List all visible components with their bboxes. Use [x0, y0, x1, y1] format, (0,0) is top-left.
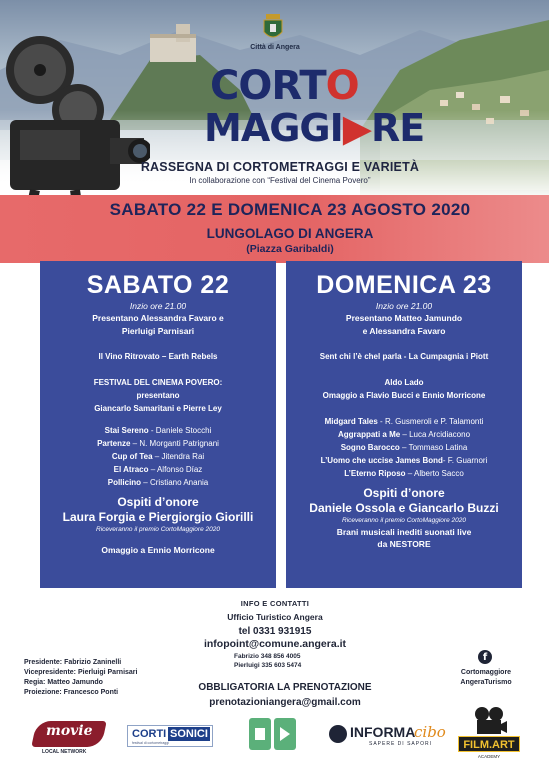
- saturday-guests-heading: Ospiti d’onore: [117, 495, 199, 509]
- saturday-hosts-line2: Pierluigi Parnisari: [121, 326, 195, 336]
- sunday-tribute: Omaggio a Flavio Bucci e Ennio Morricone: [322, 391, 486, 400]
- festival-hosts: Giancarlo Samaritani e Pierre Ley: [94, 404, 222, 413]
- booking-required: OBBLIGATORIA LA PRENOTAZIONE: [198, 682, 372, 693]
- list-item: Cup of Tea – Jitendra Rai: [111, 452, 205, 461]
- staff-credits: [24, 658, 137, 698]
- sunday-award-note: Riceveranno il premio CortoMaggiore 2020: [342, 517, 466, 524]
- sunday-music-line2: da NESTORE: [377, 539, 431, 549]
- facebook-icon[interactable]: f: [478, 650, 492, 664]
- staff-vicepresident: Vicepresidente: Pierluigi Parnisari: [24, 669, 138, 676]
- list-item: Aggrappati a Me – Luca Arcidiacono: [337, 430, 471, 439]
- booking-email[interactable]: prenotazioniangera@gmail.com: [209, 697, 361, 708]
- list-item: Pollicino – Cristiano Anania: [107, 478, 209, 487]
- facebook-page-line2: AngeraTurismo: [460, 679, 512, 686]
- phone-pierluigi[interactable]: Pierluigi 335 603 5474: [234, 662, 302, 669]
- sponsor-cortisonici-logo: CORTI SONICI festival di cortometraggi: [127, 725, 213, 747]
- sunday-program: [286, 261, 522, 588]
- list-item: L’Uomo che uccise James Bond- F. Guarnori: [320, 456, 488, 465]
- play-icon: ▶: [342, 106, 371, 150]
- festival-presentano: presentano: [136, 391, 180, 400]
- logo-text-re: RE: [370, 106, 425, 150]
- sponsor-filmart-logo: FILM.ART ACADEMY: [454, 706, 524, 764]
- sunday-guest-aldo: Aldo Lado: [384, 378, 424, 387]
- staff-projection: Proiezione: Francesco Ponti: [24, 689, 119, 696]
- contact-title: INFO E CONTATTI: [240, 599, 310, 608]
- saturday-award-note: Riceveranno il premio CortoMaggiore 2020: [96, 526, 220, 533]
- facebook-page-line1: Cortomaggiore: [460, 669, 512, 676]
- logo-text-o: O: [325, 63, 359, 109]
- sunday-hosts-line1: Presentano Matteo Jamundo: [345, 313, 463, 323]
- contact-phone[interactable]: tel 0331 931915: [238, 626, 312, 637]
- staff-director: Regia: Matteo Jamundo: [24, 679, 103, 686]
- sponsor-hands-logo: [249, 718, 297, 750]
- saturday-hosts-line1: Presentano Alessandra Favaro e: [92, 313, 224, 323]
- logo-text-maggi: MAGGI: [204, 106, 343, 150]
- play-icon: [249, 718, 297, 750]
- logo-text-corto: CORT: [210, 63, 326, 109]
- staff-president: Presidente: Fabrizio Zaninelli: [24, 659, 122, 666]
- event-location: LUNGOLAGO DI ANGERA: [206, 226, 374, 241]
- event-dates: SABATO 22 E DOMENICA 23 AGOSTO 2020: [109, 200, 471, 219]
- film-camera-icon: [472, 706, 508, 736]
- facebook-page[interactable]: [448, 668, 524, 688]
- contact-email[interactable]: infopoint@comune.angera.it: [203, 638, 347, 650]
- contact-phones: [234, 652, 301, 670]
- list-item: Sogno Barocco – Tommaso Latina: [340, 443, 468, 452]
- sunday-guests: Daniele Ossola e Giancarlo Buzzi: [309, 501, 499, 515]
- contact-info: [170, 599, 380, 650]
- city-label: Città di Angera: [250, 44, 300, 51]
- saturday-guests: Laura Forgia e Piergiorgio Giorilli: [62, 510, 254, 524]
- list-item: L’Eterno Riposo – Alberto Sacco: [344, 469, 464, 478]
- contact-office: Ufficio Turistico Angera: [227, 612, 323, 622]
- saturday-tribute: Omaggio a Ennio Morricone: [101, 545, 215, 555]
- sunday-hosts-line2: e Alessandra Favaro: [362, 326, 446, 336]
- list-item: Midgard Tales - R. Gusmeroli e P. Talamonti: [324, 417, 484, 426]
- sunday-music-line1: Brani musicali inediti suonati live: [336, 527, 472, 537]
- coat-of-arms-icon: [262, 14, 284, 42]
- event-location-detail: (Piazza Garibaldi): [246, 243, 334, 255]
- list-item: Stai Sereno - Daniele Stocchi: [104, 426, 212, 435]
- list-item: Partenze – N. Morganti Patrignani: [97, 439, 219, 448]
- saturday-film-opening: Il Vino Ritrovato – Earth Rebels: [98, 352, 218, 361]
- sponsor-informacibo-logo: INFORMA cibo SAPERE DI SAPORI: [329, 723, 439, 749]
- sunday-guests-heading: Ospiti d’onore: [363, 486, 445, 500]
- sponsor-movie-logo: movie LOCAL NETWORK: [28, 719, 108, 757]
- saturday-time: Inzio ore 21.00: [129, 301, 187, 311]
- saturday-title: SABATO 22: [86, 271, 230, 299]
- sunday-film-opening: Sent chi l’è chel parla - La Cumpagnia i Piott: [319, 352, 489, 361]
- saturday-program: [40, 261, 276, 588]
- festival-heading: FESTIVAL DEL CINEMA POVERO:: [93, 378, 223, 387]
- event-subtitle: RASSEGNA DI CORTOMETRAGGI E VARIETÀ: [140, 160, 420, 174]
- cortomaggiore-logo: [200, 63, 425, 154]
- sunday-time: Inzio ore 21.00: [375, 301, 433, 311]
- collaboration-note: In collaborazione con “Festival del Cinema Povero”: [189, 176, 371, 185]
- list-item: El Atraco – Alfonso Díaz: [113, 465, 203, 474]
- sunday-title: DOMENICA 23: [316, 271, 492, 299]
- phone-fabrizio[interactable]: Fabrizio 348 856 4005: [234, 653, 301, 660]
